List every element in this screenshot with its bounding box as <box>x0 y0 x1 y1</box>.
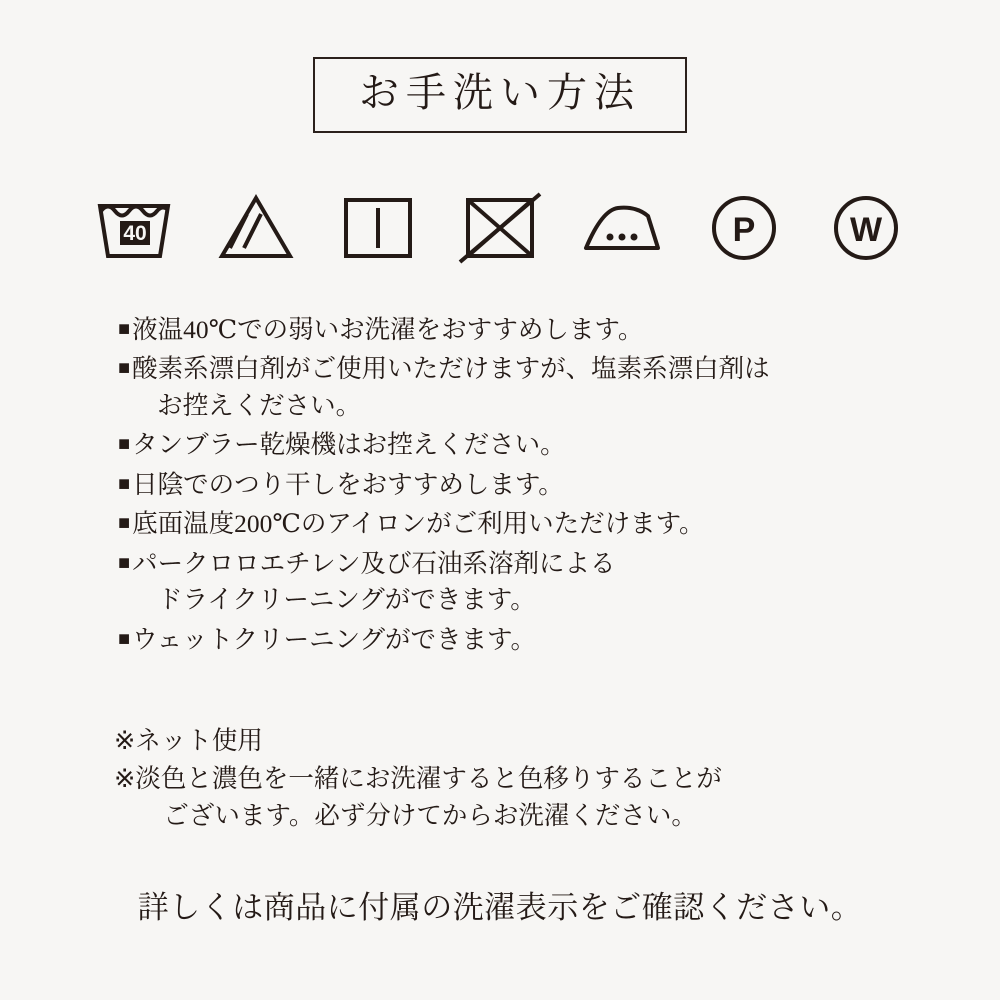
list-item-line: ドライクリーニングができます。 <box>157 585 536 615</box>
list-item-line: パークロロエチレン及び石油系溶剤による <box>132 548 616 578</box>
wash-40-symbol <box>86 178 182 274</box>
list-item <box>118 312 918 348</box>
note-item <box>114 761 934 834</box>
wet-clean-letter: W <box>849 211 883 249</box>
drip-dry-shade-symbol <box>452 178 548 274</box>
list-item <box>118 467 918 503</box>
list-item-text <box>132 467 918 503</box>
list-item-text <box>132 622 918 658</box>
note-line: ございます。必ず分けてからお洗濯ください。 <box>163 800 697 830</box>
wash-temp-label: 40 <box>123 222 147 245</box>
bullet-marker: ■ <box>118 512 131 535</box>
note-text <box>135 761 722 834</box>
bullet-marker: ■ <box>118 433 131 456</box>
bleach-oxygen-only-symbol <box>208 178 304 274</box>
note-item <box>114 723 934 759</box>
list-item-line: タンブラー乾燥機はお控えください。 <box>132 430 566 460</box>
bullet-marker: ■ <box>118 551 131 574</box>
list-item-text <box>132 427 918 463</box>
iron-200-symbol <box>574 178 670 274</box>
note-marker: ※ <box>114 764 136 794</box>
note-text <box>135 723 263 759</box>
bullet-marker: ■ <box>118 357 131 380</box>
list-item <box>118 427 918 463</box>
bullet-marker: ■ <box>118 472 131 495</box>
bullet-marker: ■ <box>118 318 131 340</box>
care-symbol-row <box>0 176 1000 276</box>
list-item-line: 底面温度200℃のアイロンがご利用いただけます。 <box>132 509 705 539</box>
list-item-text <box>132 351 918 424</box>
list-item-line: ウェットクリーニングができます。 <box>132 624 537 654</box>
list-item-text <box>132 546 918 619</box>
bullet-marker: ■ <box>118 627 131 650</box>
note-line: ネット使用 <box>135 726 263 755</box>
list-item-line: 日陰でのつり干しをおすすめします。 <box>132 469 564 499</box>
dry-clean-letter: P <box>732 211 756 249</box>
title-box <box>313 57 687 133</box>
notes-list <box>114 723 934 836</box>
title-container <box>0 57 1000 133</box>
list-item <box>118 506 918 542</box>
note-marker: ※ <box>114 726 136 755</box>
list-item-line: 酸素系漂白剤がご使用いただけますが、塩素系漂白剤は <box>132 354 770 384</box>
list-item <box>118 351 918 424</box>
list-item-text <box>132 312 918 348</box>
footer-note: 詳しくは商品に付属の洗濯表示をご確認ください。 <box>137 890 863 925</box>
list-item <box>118 546 918 619</box>
wet-clean-w-symbol <box>818 178 914 274</box>
list-item-line: お控えください。 <box>157 390 362 420</box>
instructions-list <box>118 312 918 661</box>
list-item-line: 液温40℃での弱いお洗濯をおすすめします。 <box>132 315 644 344</box>
note-line: 淡色と濃色を一緒にお洗濯すると色移りすることが <box>135 764 722 794</box>
no-tumble-dry-symbol <box>330 178 426 274</box>
list-item <box>118 622 918 658</box>
page-title: お手洗い方法 <box>359 70 641 115</box>
list-item-text <box>132 506 918 542</box>
dry-clean-p-symbol <box>696 178 792 274</box>
